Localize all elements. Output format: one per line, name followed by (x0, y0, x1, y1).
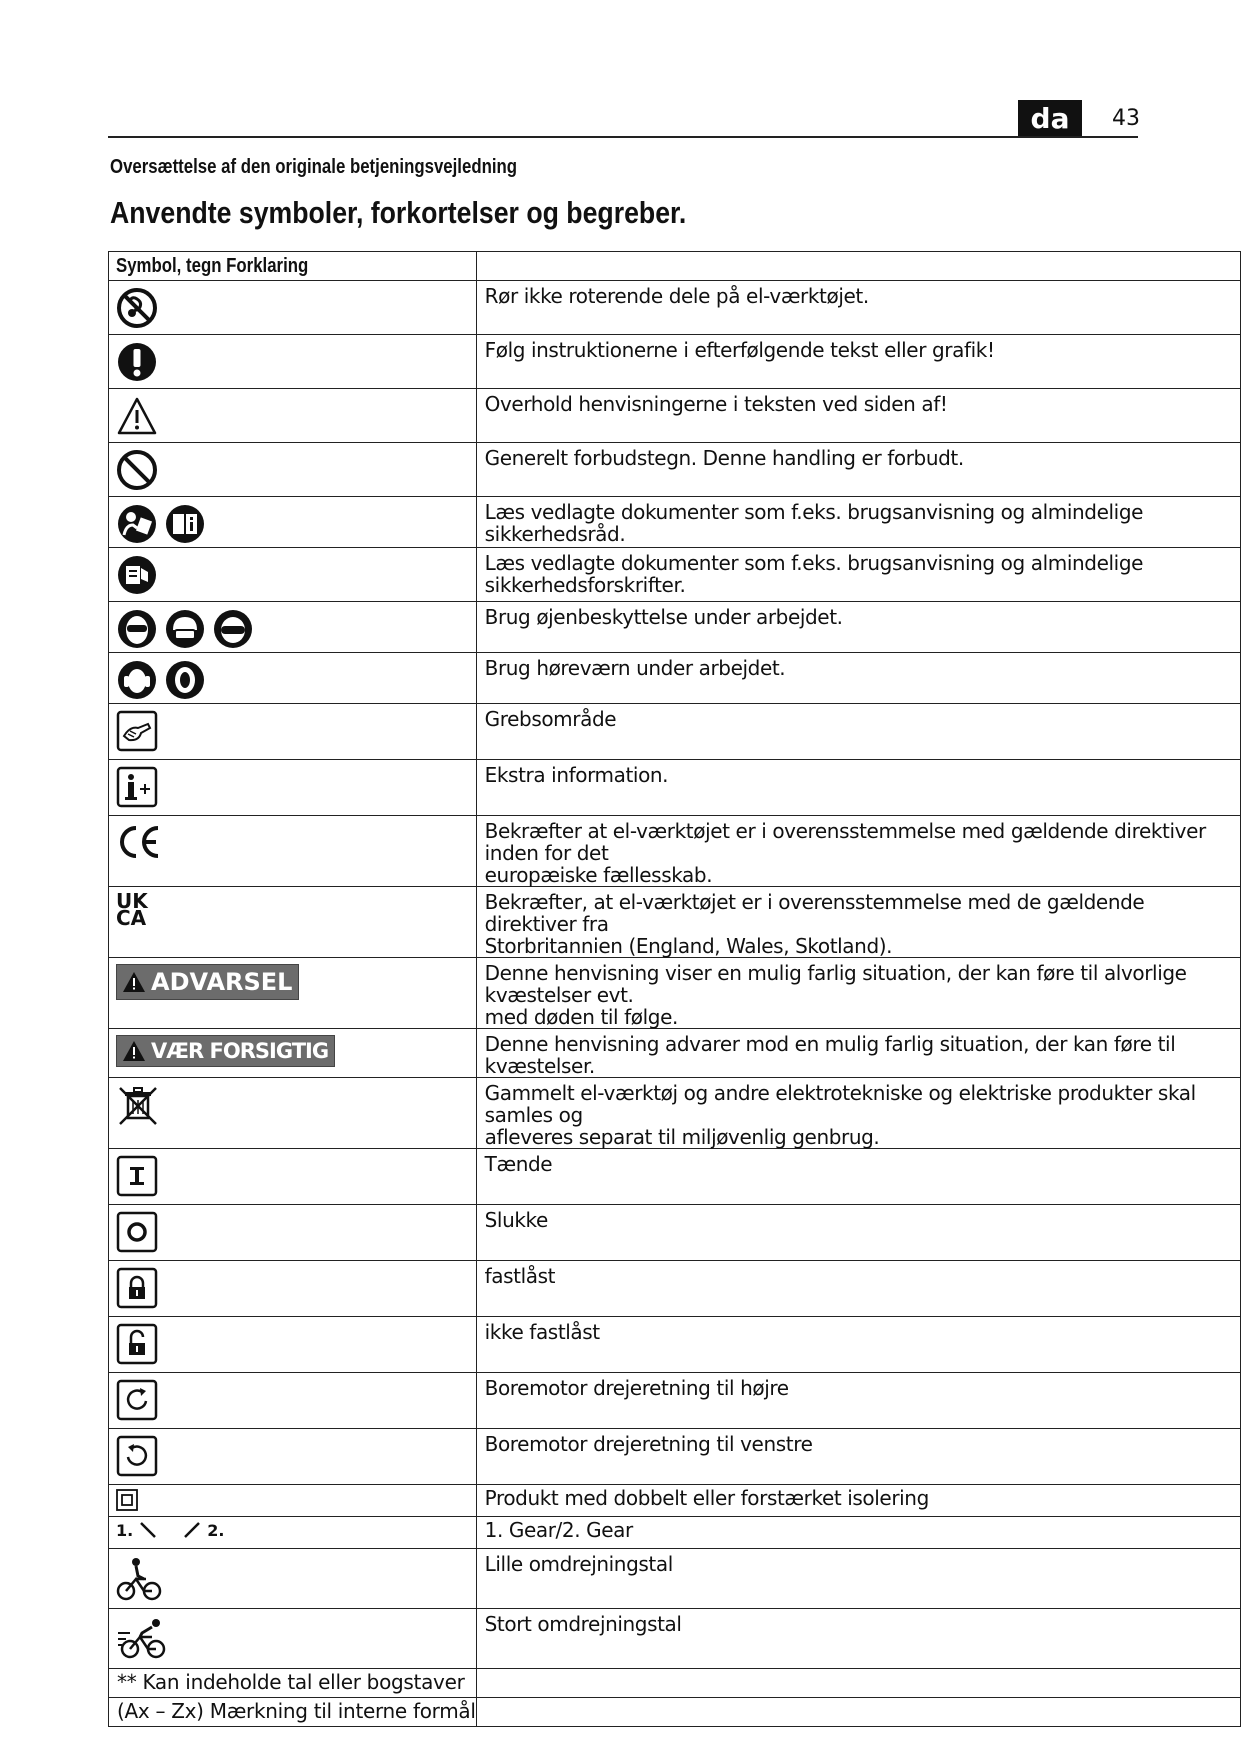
table-row (109, 1373, 1241, 1429)
read-manual-icons (116, 503, 476, 545)
table-row (109, 1261, 1241, 1317)
advarsel-label: ADVARSEL (151, 968, 293, 996)
symbol-table (108, 251, 1241, 1727)
footnote-row (109, 1698, 1241, 1727)
ear-muffs-icon (116, 659, 158, 701)
helmet-visor-icon (164, 608, 206, 650)
prohibition-icon (116, 449, 158, 491)
double-insulation-icon (116, 1489, 138, 1511)
table-row (109, 443, 1241, 497)
row-text: Produkt med dobbelt eller forstærket isolering (484, 1486, 929, 1510)
table-row (109, 1149, 1241, 1205)
read-docs-icon (116, 554, 158, 596)
table-header-description (476, 252, 1240, 281)
row-text: Boremotor drejeretning til venstre (484, 1432, 813, 1456)
table-row (109, 958, 1241, 1029)
bicycle-slow-icon (116, 1555, 164, 1603)
row-text: Lille omdrejningstal (484, 1552, 673, 1576)
row-text: ikke fastlåst (484, 1320, 600, 1344)
power-on-icon (116, 1155, 158, 1197)
weee-bin-icon (116, 1084, 160, 1128)
table-row (109, 548, 1241, 602)
table-header-row (109, 252, 1241, 281)
row-text: Stort omdrejningstal (484, 1612, 682, 1636)
power-off-icon (116, 1211, 158, 1253)
table-row (109, 389, 1241, 443)
document-subtitle: Oversættelse af den originale betjeningsvejledning (110, 156, 518, 178)
safety-goggles-icon (212, 608, 254, 650)
table-row (109, 1029, 1241, 1078)
warning-triangle-icon (123, 1041, 145, 1061)
grip-area-icon (116, 710, 158, 752)
row-text: Overhold henvisningerne i teksten ved siden af! (484, 392, 948, 416)
bicycle-fast-icon (116, 1615, 170, 1663)
row-text: Bekræfter, at el-værktøjet er i overensstemmelse med de gældende direktiver fra (484, 890, 1145, 936)
row-text: Ekstra information. (484, 763, 669, 787)
table-row (109, 335, 1241, 389)
ukca-ca-text: CA (116, 906, 147, 930)
exclamation-icon (116, 341, 158, 383)
footnote-text: ** Kan indeholde tal eller bogstaver (109, 1669, 477, 1698)
ear-protection-icon (164, 659, 206, 701)
warning-triangle-icon (116, 395, 158, 437)
table-row (109, 887, 1241, 958)
row-text: Generelt forbudstegn. Denne handling er forbudt. (484, 446, 964, 470)
row-text: Denne henvisning viser en mulig farlig situation, der kan føre til alvorlige kvæstelser evt. (484, 961, 1187, 1007)
gear-1-lever-icon (137, 1519, 159, 1541)
rotate-right-icon (116, 1379, 158, 1421)
footnote-empty (476, 1698, 1240, 1727)
row-text: Brug høreværn under arbejdet. (484, 656, 786, 680)
lock-open-icon (116, 1323, 158, 1365)
row-text: Grebsområde (484, 707, 617, 731)
vaer-forsigtig-badge (116, 1035, 335, 1067)
rotate-left-icon (116, 1435, 158, 1477)
row-text: Storbritannien (England, Wales, Skotland). (484, 934, 893, 958)
header-rule (108, 136, 1138, 138)
table-header-symbol: Symbol, tegn Forklaring (109, 252, 477, 281)
ukca-uk-text: UK (116, 889, 148, 913)
vaer-forsigtig-label: VÆR FORSIGTIG (151, 1039, 329, 1063)
row-text: Følg instruktionerne i efterfølgende tekst eller grafik! (484, 338, 995, 362)
ear-protection-icons (116, 659, 476, 701)
table-row (109, 497, 1241, 548)
footnote-row (109, 1669, 1241, 1698)
row-text: Gammelt el-værktøj og andre elektrotekniske og elektriske produkter skal samles og (484, 1081, 1196, 1127)
row-text: Boremotor drejeretning til højre (484, 1376, 789, 1400)
ce-mark-icon (116, 822, 162, 862)
info-plus-icon (116, 766, 158, 808)
gear-2-lever-icon (181, 1519, 203, 1541)
language-badge: da (1018, 100, 1082, 137)
row-text: Rør ikke roterende dele på el-værktøjet. (484, 284, 869, 308)
read-manual-person-icon (116, 503, 158, 545)
row-text: Læs vedlagte dokumenter som f.eks. brugsanvisning og almindelige sikkerhedsråd. (484, 500, 1144, 546)
row-text: Denne henvisning advarer mod en mulig farlig situation, der kan føre til kvæstelser. (484, 1032, 1176, 1078)
footnote-empty (476, 1669, 1240, 1698)
table-row (109, 1205, 1241, 1261)
no-touch-rotating-icon (116, 287, 158, 329)
footnote-text: (Ax – Zx) Mærkning til interne formål (109, 1698, 477, 1727)
table-row (109, 602, 1241, 653)
section-title: Anvendte symboler, forkortelser og begreber. (110, 195, 687, 230)
page-number: 43 (1112, 106, 1140, 131)
row-text: Bekræfter at el-værktøjet er i overensstemmelse med gældende direktiver inden for det (484, 819, 1206, 865)
gear-selector-icon (116, 1519, 476, 1541)
advarsel-badge (116, 964, 299, 1000)
table-row (109, 1429, 1241, 1485)
row-text: Slukke (484, 1208, 548, 1232)
table-row (109, 1317, 1241, 1373)
row-text: sikkerhedsforskrifter. (484, 573, 686, 597)
lock-closed-icon (116, 1267, 158, 1309)
table-row (109, 816, 1241, 887)
table-row (109, 1517, 1241, 1549)
row-text: Læs vedlagte dokumenter som f.eks. brugsanvisning og almindelige (484, 551, 1144, 575)
row-text: Brug øjenbeskyttelse under arbejdet. (484, 605, 843, 629)
table-row (109, 1078, 1241, 1149)
gear-1-label: 1. (116, 1520, 134, 1540)
manual-book-icon (164, 503, 206, 545)
row-text: Tænde (484, 1152, 553, 1176)
row-text: europæiske fællesskab. (484, 863, 713, 887)
table-row (109, 653, 1241, 704)
gear-2-label: 2. (207, 1520, 225, 1540)
row-text: afleveres separat til miljøvenlig genbrug. (484, 1125, 880, 1149)
row-text: 1. Gear/2. Gear (484, 1518, 633, 1542)
row-text: med døden til følge. (484, 1005, 678, 1029)
table-row (109, 1549, 1241, 1609)
warning-triangle-icon (123, 972, 145, 992)
ukca-mark-icon (116, 889, 476, 930)
eye-protection-icons (116, 608, 476, 650)
table-row (109, 760, 1241, 816)
table-row (109, 704, 1241, 760)
face-shield-icon (116, 608, 158, 650)
table-row (109, 1609, 1241, 1669)
row-text: fastlåst (484, 1264, 556, 1288)
table-row (109, 281, 1241, 335)
table-row (109, 1485, 1241, 1517)
